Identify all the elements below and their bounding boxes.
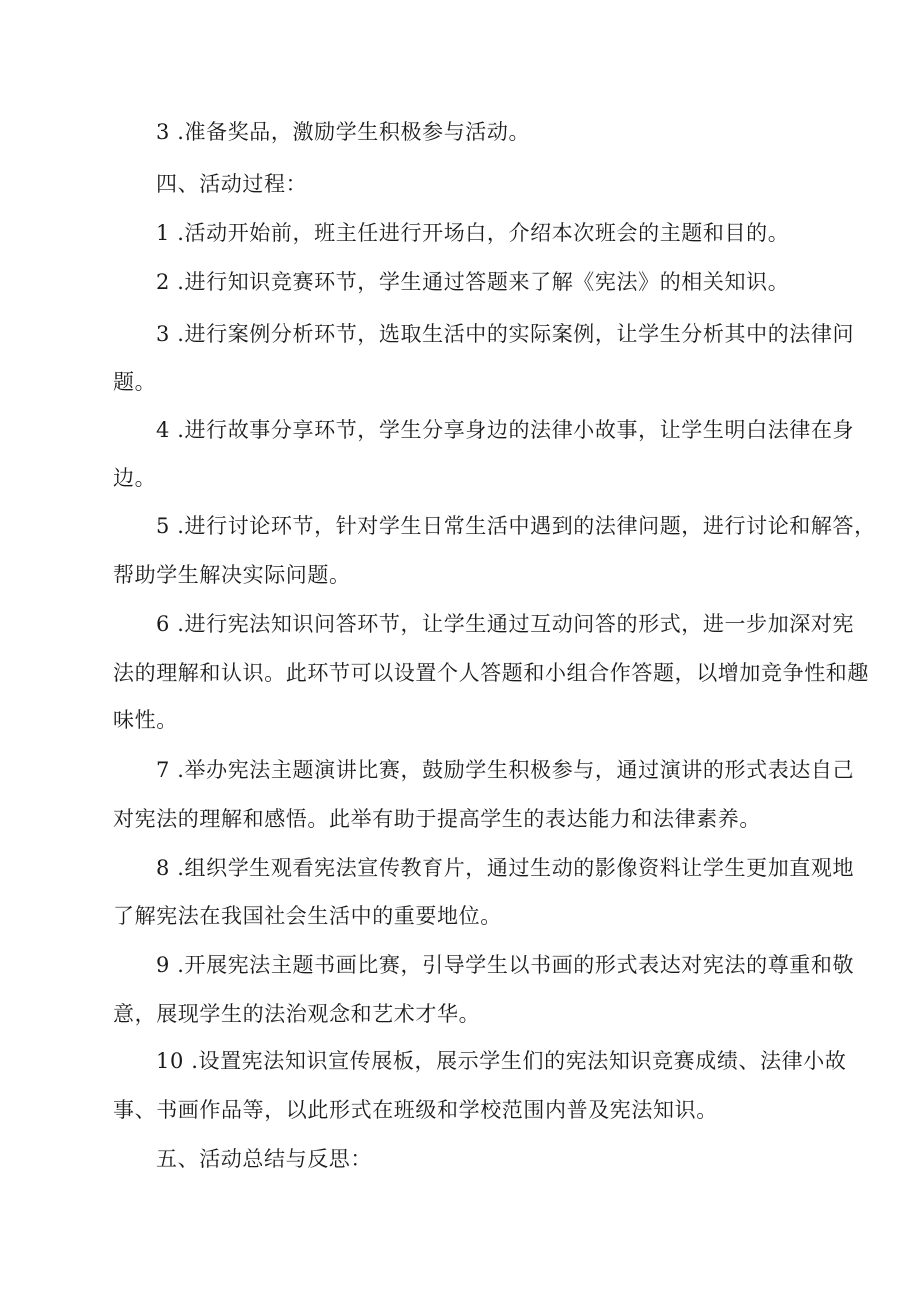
paragraph-item-3-prepare-prizes: 3 .准备奖品，激励学生积极参与活动。: [156, 120, 531, 144]
paragraph-item-2: 2 .进行知识竞赛环节，学生通过答题来了解《宪法》的相关知识。: [156, 270, 790, 294]
paragraph-item-6-line-2: 法的理解和认识。此环节可以设置个人答题和小组合作答题，以增加竞争性和趣: [113, 661, 869, 685]
paragraph-item-3-line-1: 3 .进行案例分析环节，选取生活中的实际案例，让学生分析其中的法律问: [156, 322, 855, 346]
paragraph-item-7-line-2: 对宪法的理解和感悟。此举有助于提高学生的表达能力和法律素养。: [113, 807, 761, 831]
paragraph-item-4-line-1: 4 .进行故事分享环节，学生分享身边的法律小故事，让学生明白法律在身: [156, 418, 855, 442]
paragraph-item-7-line-1: 7 .举办宪法主题演讲比赛，鼓励学生积极参与，通过演讲的形式表达自己: [156, 758, 855, 782]
paragraph-item-1: 1 .活动开始前，班主任进行开场白，介绍本次班会的主题和目的。: [156, 221, 790, 245]
paragraph-item-10-line-1: 10 .设置宪法知识宣传展板，展示学生们的宪法知识竞赛成绩、法律小故: [156, 1049, 847, 1073]
paragraph-item-5-line-2: 帮助学生解决实际问题。: [113, 563, 351, 587]
paragraph-item-6-line-3: 味性。: [113, 708, 178, 732]
paragraph-item-10-line-2: 事、书画作品等，以此形式在班级和学校范围内普及宪法知识。: [113, 1098, 718, 1122]
paragraph-item-5-line-1: 5 .进行讨论环节，针对学生日常生活中遇到的法律问题，进行讨论和解答，: [156, 514, 876, 538]
section-heading-activity-process: 四、活动过程：: [156, 172, 308, 196]
paragraph-item-8-line-2: 了解宪法在我国社会生活中的重要地位。: [113, 904, 502, 928]
paragraph-item-4-line-2: 边。: [113, 466, 157, 490]
paragraph-item-8-line-1: 8 .组织学生观看宪法宣传教育片，通过生动的影像资料让学生更加直观地: [156, 856, 855, 880]
section-heading-summary-reflection: 五、活动总结与反思：: [156, 1147, 372, 1171]
paragraph-item-3-line-2: 题。: [113, 370, 157, 394]
paragraph-item-9-line-1: 9 .开展宪法主题书画比赛，引导学生以书画的形式表达对宪法的尊重和敬: [156, 953, 855, 977]
paragraph-item-9-line-2: 意，展现学生的法治观念和艺术才华。: [113, 1002, 481, 1026]
paragraph-item-6-line-1: 6 .进行宪法知识问答环节，让学生通过互动问答的形式，进一步加深对宪: [156, 612, 855, 636]
